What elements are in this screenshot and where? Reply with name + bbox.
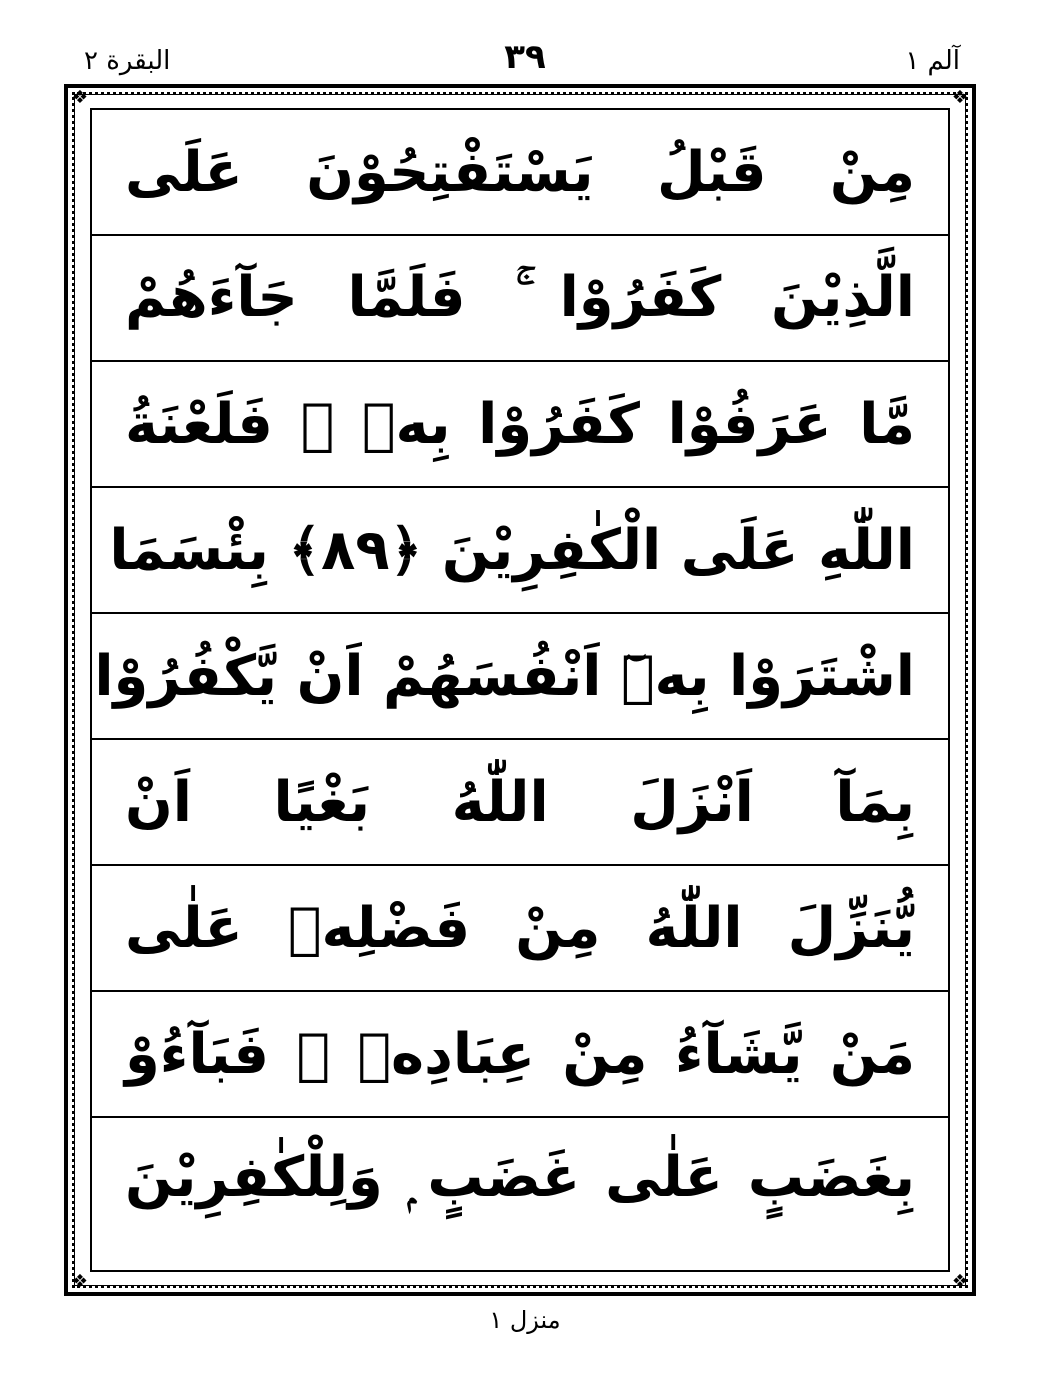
corner-ornament-icon: ❖ bbox=[951, 87, 969, 108]
verse-line bbox=[92, 740, 948, 866]
corner-ornament-icon: ❖ bbox=[951, 1271, 969, 1292]
verse-line-text: مَّا عَرَفُوْا كَفَرُوْا بِهٖ ۡ فَلَعْنَةُ bbox=[125, 391, 915, 457]
verse-line-text: مِنْ قَبْلُ يَسْتَفْتِحُوْنَ عَلَى bbox=[125, 139, 915, 205]
verse-line bbox=[92, 110, 948, 236]
manzil-footer: منزل ١ bbox=[489, 1306, 561, 1334]
corner-ornament-icon: ❖ bbox=[71, 87, 89, 108]
verse-line-text: اللّٰهِ عَلَى الْكٰفِرِيْنَ ﴿٨٩﴾ بِئْسَمَا bbox=[109, 517, 915, 583]
surah-name-header: البقرة ٢ bbox=[84, 46, 171, 76]
verse-line-text: يُّنَزِّلَ اللّٰهُ مِنْ فَضْلِهٖ عَلٰى bbox=[125, 895, 915, 961]
verse-line-text: بِغَضَبٍ عَلٰى غَضَبٍ ۭ وَلِلْكٰفِرِيْنَ bbox=[125, 1145, 915, 1210]
verse-line bbox=[92, 488, 948, 614]
verse-line bbox=[92, 236, 948, 362]
juz-name-header: آلم ١ bbox=[905, 46, 960, 76]
page-border-frame bbox=[64, 84, 976, 1296]
verse-line-text: بِمَآ اَنْزَلَ اللّٰهُ بَغْيًا اَنْ bbox=[125, 769, 915, 835]
verse-line bbox=[92, 362, 948, 488]
verse-line-text: اشْتَرَوْا بِهٖٓ اَنْفُسَهُمْ اَنْ يَّكْفُرُوْا bbox=[94, 643, 915, 709]
verse-line bbox=[92, 992, 948, 1118]
verse-lines bbox=[92, 110, 948, 1270]
verse-line bbox=[92, 614, 948, 740]
verse-line-text: الَّذِيْنَ كَفَرُوْا ۚ فَلَمَّا جَآءَهُمْ bbox=[125, 265, 915, 330]
verse-line bbox=[92, 1118, 948, 1238]
verse-line-text: مَنْ يَّشَآءُ مِنْ عِبَادِهٖ ۚ فَبَآءُوْ bbox=[125, 1021, 915, 1087]
text-block bbox=[90, 108, 950, 1272]
corner-ornament-icon: ❖ bbox=[71, 1271, 89, 1292]
verse-line bbox=[92, 866, 948, 992]
page-number: ٣٩ bbox=[504, 37, 546, 77]
